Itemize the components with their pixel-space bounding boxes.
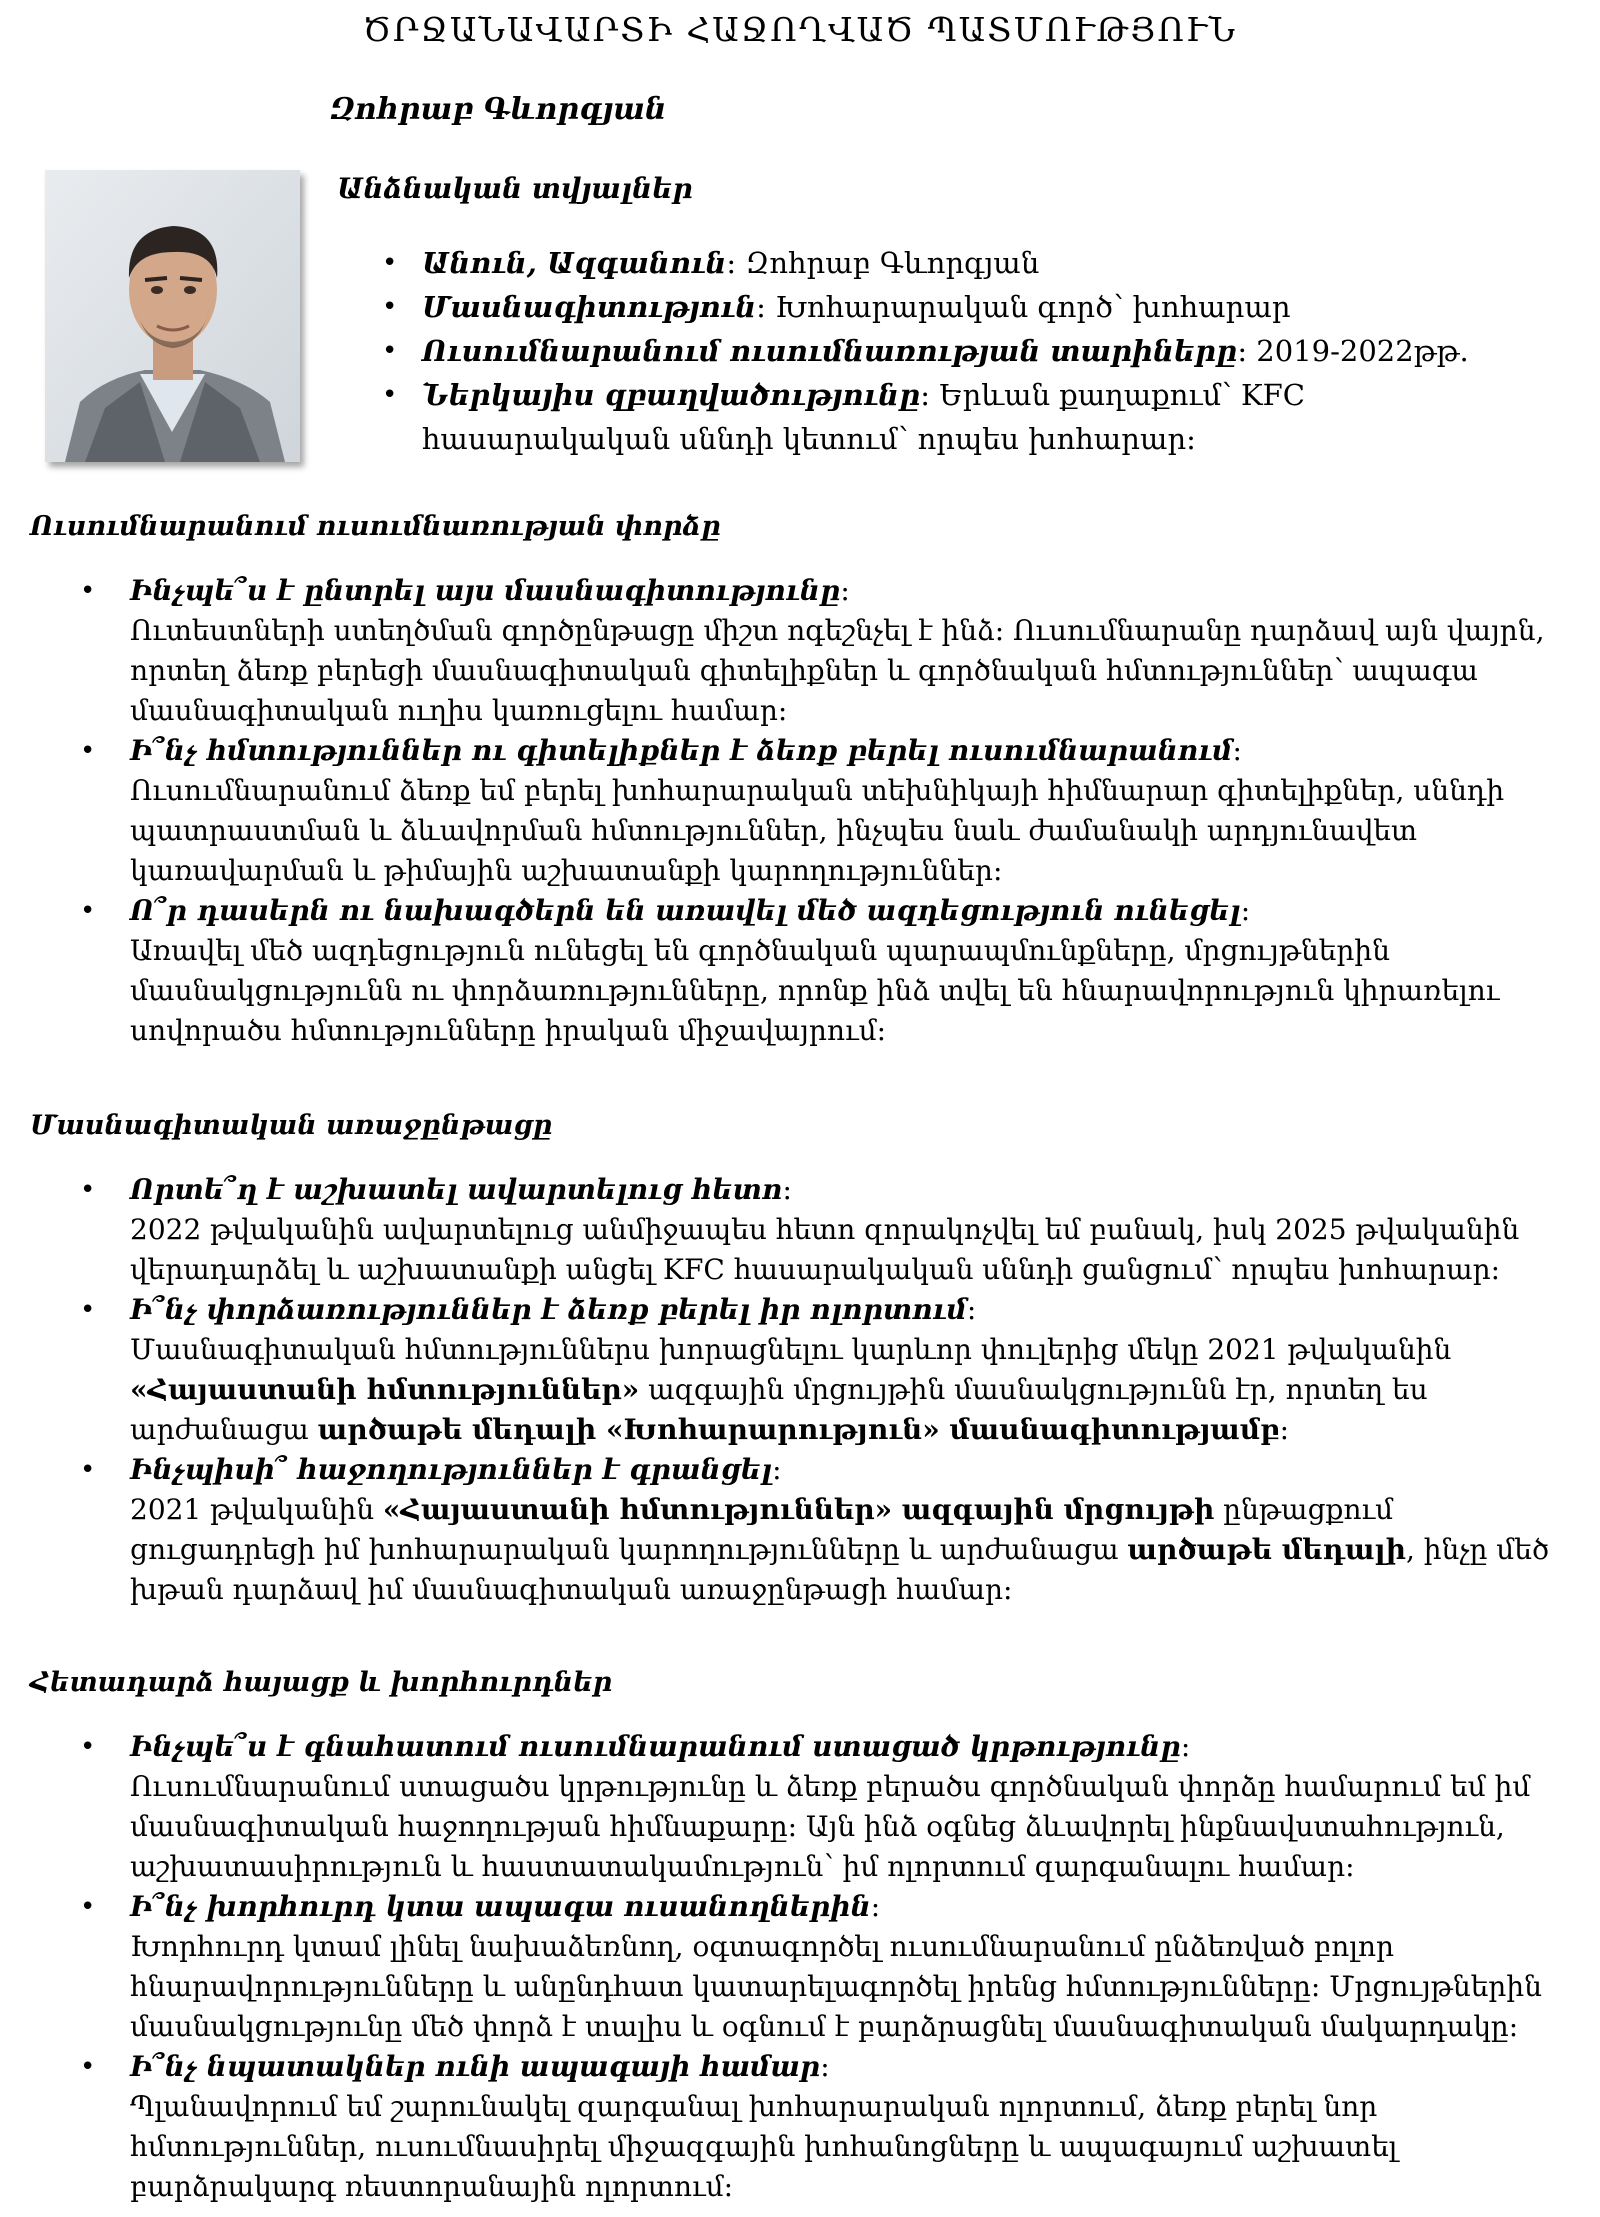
question bbox=[130, 571, 1570, 611]
answer: 2022 թվականին ավարտելուց անմիջապես հետո զորակոչվել եմ բանակ, իսկ 2025 թվականին վերադարձել և աշխատանքի անցել KFC հասարակական սննդի ցանցում՝ որպես խոհարար: bbox=[130, 1213, 1520, 1286]
pd-label: Անուն, Ազգանուն bbox=[422, 246, 727, 280]
question bbox=[130, 1450, 1570, 1490]
portrait-photo bbox=[45, 170, 300, 462]
answer: Ուսումնարանում ձեռք եմ բերել խոհարարական տեխնիկայի հիմնարար գիտելիքներ, սննդի պատրաստման և ձևավորման հմտություններ, ինչպես նաև ժամանակի արդյունավետ կառավարման և թիմային աշխատանքի կարողություններ: bbox=[130, 774, 1505, 887]
question-text: Ի՞նչ փորձառություններ է ձեռք բերել իր ոլորտում bbox=[130, 1293, 967, 1326]
qa-item bbox=[130, 1450, 1570, 1610]
qa-item bbox=[130, 571, 1570, 731]
answer-emphasis: արծաթե մեդալի bbox=[1127, 1533, 1406, 1566]
question bbox=[130, 1170, 1570, 1210]
qa-item bbox=[130, 1727, 1570, 1887]
qa-item bbox=[130, 1887, 1570, 2047]
pd-label: Ներկայիս զբաղվածությունը bbox=[422, 378, 921, 412]
section-heading: Ուսումնարանում ուսումնառության փորձը bbox=[30, 511, 721, 542]
list-item bbox=[422, 241, 1532, 285]
section-heading: Հետադարձ հայացք և խորհուրդներ bbox=[30, 1667, 613, 1698]
question-colon: : bbox=[966, 1293, 977, 1326]
answer: Ուտեստների ստեղծման գործընթացը միշտ ոգեշնչել է ինձ: Ուսումնարանը դարձավ այն վայրն, որտեղ ձեռք բերեցի մասնագիտական գիտելիքներ և գործնական հմտություններ՝ ապագա մասնագիտական ուղիս կառուցելու համար: bbox=[130, 614, 1545, 727]
question bbox=[130, 891, 1570, 931]
pd-value: : Խոհարարական գործ՝ խոհարար bbox=[756, 290, 1291, 324]
question-colon: : bbox=[1232, 734, 1242, 767]
pd-value: : Երևան քաղաքում՝ KFC հասարակական սննդի կետում՝ որպես խոհարար: bbox=[422, 378, 1305, 456]
answer-emphasis: արծաթե մեդալի «Խոհարարություն» մասնագիտությամբ bbox=[317, 1413, 1280, 1446]
answer-text: ազգային մրցույթին մասնակցությունն էր, որտեղ ես արժանացա bbox=[130, 1373, 1428, 1446]
section-reflection-advice bbox=[30, 1667, 1570, 2207]
qa-item bbox=[130, 1170, 1570, 1290]
section-heading: Մասնագիտական առաջընթացը bbox=[30, 1110, 553, 1141]
list-item bbox=[422, 329, 1532, 373]
question-text: Ի՞նչ հմտություններ ու գիտելիքներ է ձեռք բերել ուսումնարանում bbox=[130, 734, 1233, 767]
pd-value: : Զոհրաբ Գևորգյան bbox=[726, 246, 1040, 280]
qa-list bbox=[30, 1170, 1570, 1610]
question bbox=[130, 1290, 1570, 1330]
question-colon: : bbox=[1240, 894, 1251, 927]
question-text: Ի՞նչ խորհուրդ կտա ապագա ուսանողներին bbox=[130, 1890, 871, 1923]
question-colon: : bbox=[1180, 1730, 1191, 1763]
section-study-experience bbox=[30, 511, 1570, 1051]
question-colon: : bbox=[782, 1173, 792, 1206]
answer: Ուսումնարանում ստացածս կրթությունը և ձեռք բերածս գործնական փորձը համարում եմ իմ մասնագիտական հաջողության հիմնաքարը: Այն ինձ օգնեց ձևավորել ինքնավստահություն, աշխատասիրություն և հաստատակամություն՝ իմ ոլորտում զարգանալու համար: bbox=[130, 1770, 1531, 1883]
question-text: Ինչպե՞ս է ընտրել այս մասնագիտությունը bbox=[130, 574, 841, 607]
pd-value: : 2019-2022թթ. bbox=[1237, 334, 1469, 368]
answer-text: , ինչը մեծ խթան դարձավ իմ մասնագիտական առաջընթացի համար: bbox=[130, 1533, 1550, 1606]
pd-label: Ուսումնարանում ուսումնառության տարիները bbox=[422, 334, 1238, 368]
answer-text: Մասնագիտական հմտություններս խորացնելու կարևոր փուլերից մեկը 2021 թվականին bbox=[130, 1333, 1452, 1366]
answer-text: : bbox=[1279, 1413, 1289, 1446]
answer-text: 2021 թվականին bbox=[130, 1493, 383, 1526]
answer: Խորհուրդ կտամ լինել նախաձեռնող, օգտագործել ուսումնարանում ընձեռված բոլոր հնարավորությունները և անընդհատ կատարելագործել իրենց հմտությունները: Մրցույթներին մասնակցությունը մեծ փորձ է տալիս և օգնում է բարձրացնել մասնագիտական մակարդակը: bbox=[130, 1930, 1542, 2043]
pd-label: Մասնագիտություն bbox=[422, 290, 757, 324]
question bbox=[130, 1887, 1570, 1927]
answer bbox=[130, 1330, 1570, 1450]
answer bbox=[130, 1490, 1570, 1610]
question bbox=[130, 731, 1570, 771]
question-colon: : bbox=[840, 574, 850, 607]
personal-data-list bbox=[380, 241, 1532, 461]
question-text: Ինչպե՞ս է գնահատում ուսումնարանում ստացած կրթությունը bbox=[130, 1730, 1181, 1763]
question-text: Ո՞ր դասերն ու նախագծերն են առավել մեծ ազդեցություն ունեցել bbox=[130, 894, 1241, 927]
personal-data-heading: Անձնական տվյալներ bbox=[337, 172, 693, 205]
graduate-name: Զոհրաբ Գևորգյան bbox=[330, 92, 667, 127]
qa-item bbox=[130, 731, 1570, 891]
list-item bbox=[422, 373, 1532, 461]
question-text: Ինչպիսի՞ հաջողություններ է գրանցել bbox=[130, 1453, 773, 1486]
answer: Առավել մեծ ազդեցություն ունեցել են գործնական պարապմունքները, մրցույթներին մասնակցությունն ու փորձառությունները, որոնք ինձ տվել են հնարավորություն կիրառելու սովորածս հմտությունները իրական միջավայրում: bbox=[130, 934, 1500, 1047]
question-colon: : bbox=[870, 1890, 881, 1923]
answer: Պլանավորում եմ շարունակել զարգանալ խոհարարական ոլորտում, ձեռք բերել նոր հմտություններ, ուսումնասիրել միջազգային խոհանոցները և ապագայում աշխատել բարձրակարգ ռեստորանային ոլորտում: bbox=[130, 2090, 1398, 2203]
question-text: Ի՞նչ նպատակներ ունի ապագայի համար bbox=[130, 2050, 821, 2083]
qa-list bbox=[30, 571, 1570, 1051]
question-text: Որտե՞ղ է աշխատել ավարտելուց հետո bbox=[130, 1173, 783, 1206]
section-professional-progress bbox=[30, 1110, 1570, 1610]
question bbox=[130, 1727, 1570, 1767]
qa-item bbox=[130, 1290, 1570, 1450]
qa-item bbox=[130, 891, 1570, 1051]
question-colon: : bbox=[772, 1453, 782, 1486]
document-title: ԾՐՋԱՆԱՎԱՐՏԻ ՀԱՋՈՂՎԱԾ ՊԱՏՄՈՒԹՅՈՒՆ bbox=[363, 10, 1237, 49]
list-item bbox=[422, 285, 1532, 329]
answer-emphasis: «Հայաստանի հմտություններ» bbox=[130, 1373, 640, 1406]
answer-text: ընթացքում ցուցադրեցի իմ խոհարարական կարողությունները և արժանացա bbox=[130, 1493, 1394, 1566]
qa-list bbox=[30, 1727, 1570, 2207]
answer-emphasis: «Հայաստանի հմտություններ» ազգային մրցույթի bbox=[382, 1493, 1215, 1526]
question bbox=[130, 2047, 1570, 2087]
qa-item bbox=[130, 2047, 1570, 2207]
question-colon: : bbox=[820, 2050, 830, 2083]
